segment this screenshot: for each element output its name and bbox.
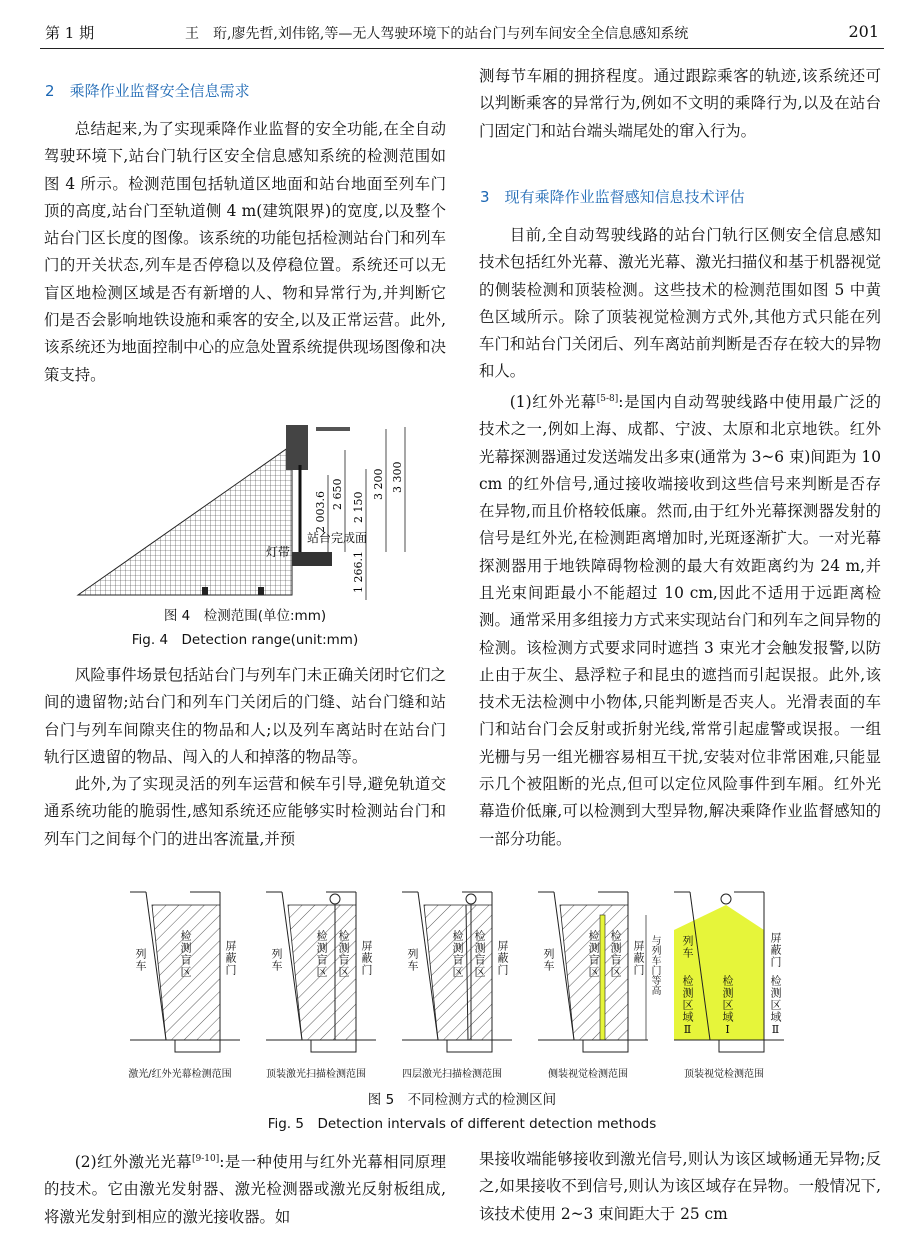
running-title: 王 珩,廖先哲,刘伟铭,等—无人驾驶环境下的站台门与列车间安全全信息感知系统 (185, 26, 689, 42)
figure-5-panel (538, 890, 663, 1080)
label-blind-zone: 检测盲区 (179, 930, 192, 978)
paragraph: 此外,为了实现灵活的列车运营和候车引导,避免轨道交通系统功能的脆弱性,感知系统还应能够实时检测站台门和列车门之间每个门的进出客流量,并预 (44, 775, 446, 848)
label-blind-zone: 检测盲区 (587, 930, 600, 978)
bottom-right-column (479, 1146, 881, 1228)
detection-area (78, 445, 292, 595)
figure-4-caption-en: Fig. 4 Detection range(unit:mm) (131, 632, 359, 648)
label-train: 列车 (270, 948, 283, 972)
label-train: 列车 (406, 948, 419, 972)
scanner-icon (466, 894, 476, 904)
label-screen-door: 屏蔽门 (632, 940, 645, 976)
label-screen-door: 屏蔽门 (496, 940, 509, 976)
label-detection-zone-2: 检测区域Ⅱ (681, 975, 694, 1037)
label-blind-zone: 检测盲区 (315, 930, 328, 978)
detection-area (600, 915, 605, 1040)
dimension: 2 150 (352, 491, 365, 523)
figure-5-diagram (120, 890, 810, 1082)
paragraph: 测每节车厢的拥挤程度。通过跟踪乘客的轨迹,该系统还可以判断乘客的异常行为,例如不文明的乘降行为,以及在站台门固定门和站台端头端尾处的窜入行为。 (479, 67, 881, 140)
panel-caption: 侧装视觉检测范围 (548, 1069, 628, 1080)
section-2-heading: 2 乘降作业监督安全信息需求 (45, 82, 250, 100)
section-3-heading: 3 现有乘降作业监督感知信息技术评估 (480, 188, 745, 206)
platform (292, 552, 332, 566)
door-mechanism (286, 425, 308, 470)
label-detection-zone-2: 检测区域Ⅱ (769, 975, 782, 1037)
figure-5-panel (130, 890, 255, 1080)
label-screen-door: 屏蔽门 (769, 932, 782, 968)
label-blind-zone: 检测盲区 (451, 930, 464, 978)
label-blind-zone: 检测盲区 (473, 930, 486, 978)
light-strip-label: 灯带 (266, 545, 291, 559)
left-column-top (44, 116, 446, 389)
figure-5-caption-en: Fig. 5 Detection intervals of different detection methods (267, 1116, 657, 1132)
issue-number: 第 1 期 (45, 24, 95, 42)
panel-caption: 顶装视觉检测范围 (684, 1069, 764, 1080)
paragraph: (2)红外激光光幕[9-10]:是一种使用与红外光幕相同原理的技术。它由激光发射器、激光检测器或激光反射板组成,将激光发射到相应的激光接收器。如 (44, 1153, 446, 1226)
paragraph: (1)红外光幕[5-8]:是国内自动驾驶线路中使用最广泛的技术之一,例如上海、成都、宁波、太原和北京地铁。红外光幕探测器通过发送端发出多束(通常为 3~6 束)间距为 10 cm 的红外信号,通过接收端接收到这些信号来判断是否存在异物,而且价格较低廉。然而,由于红外光幕探测器发射的信号是红外光,在检测距离增加时,光斑逐渐扩大。一对光幕探测器用于地铁障碍物检测的最大有效距离约为 24 m,并且光束间距最小不能超过 10 cm,因此不适用于远距离检测。通常采用多组接力方式来实现站台门和列车之间异物的检测。该检测方式要求同时遮挡 3 束光才会触发报警,以防止由于灰尘、悬浮粒子和昆虫的遮挡而引起误报。此外,该技术无法检测中小物体,只能判断是否夹人。光滑表面的车门和站台门会反射或折射光线,常常引起虚警或误报。一组光栅与另一组光栅容易相互干扰,安装对位非常困难,只能显示几个被阻断的光点,但可以定位风险事件到车厢。红外光幕造价低廉,可以检测到大型异物,解决乘降作业监督感知的一部分功能。 (479, 392, 881, 848)
label-train: 列车 (542, 948, 555, 972)
page-number: 201 (848, 22, 879, 41)
label-train: 列车 (134, 948, 147, 972)
label-screen-door: 屏蔽门 (224, 940, 237, 976)
platform-surface-label: 站台完成面 (307, 531, 368, 545)
label-blind-zone: 检测盲区 (609, 930, 622, 978)
right-column-top (479, 63, 881, 145)
panel-caption: 顶装激光扫描检测范围 (266, 1069, 366, 1080)
left-column-bottom (44, 662, 446, 853)
dimension: 2 650 (331, 478, 344, 510)
panel-caption: 激光/红外光幕检测范围 (128, 1069, 232, 1080)
figure-5-panel (402, 890, 527, 1080)
figure-5-panel (266, 890, 391, 1080)
label-train: 列车 (681, 935, 694, 959)
dimension: 3 300 (391, 461, 404, 493)
paragraph: 风险事件场景包括站台门与列车门未正确关闭时它们之间的遗留物;站台门和列车门关闭后的门缝、站台门缝和站台门与列车间隙夹住的物品和人;以及列车离站时在站台门轨行区遗留的物品、闯入的人和掉落的物品等。 (44, 666, 446, 766)
figure-5-panel (674, 890, 799, 1080)
figure-4-diagram (70, 415, 410, 600)
dimension: 3 200 (372, 468, 385, 500)
camera-icon (721, 894, 731, 904)
label-door-height: 与列车门等高 (649, 935, 660, 995)
dimension: 1 266.1 (352, 551, 365, 593)
label-blind-zone: 检测盲区 (337, 930, 350, 978)
dimension: 2 003.6 (314, 491, 327, 533)
bottom-left-column (44, 1146, 446, 1231)
paragraph: 总结起来,为了实现乘降作业监督的安全功能,在全自动驾驶环境下,站台门轨行区安全信息感知系统的检测范围如图 4 所示。检测范围包括轨道区地面和站台地面至列车门顶的高度,站台门至轨道侧 4 m(建筑限界)的宽度,以及整个站台门区长度的图像。该系统的功能包括检测站台门和列车门的开关状态,列车是否停稳以及停稳位置。系统还可以无盲区地检测区域是否有新增的人、物和异常行为,并判断它们是否会影响地铁设施和乘客的安全,以及正常运营。此外,该系统还为地面控制中心的应急处置系统提供现场图像和决策支持。 (44, 120, 446, 384)
header-rule (40, 48, 884, 49)
label-screen-door: 屏蔽门 (360, 940, 373, 976)
paragraph: 果接收端能够接收到激光信号,则认为该区域畅通无异物;反之,如果接收不到信号,则认为该区域存在异物。一般情况下,该技术使用 2~3 束间距大于 25 cm (479, 1150, 881, 1223)
figure-5-caption-cn: 图 5 不同检测方式的检测区间 (367, 1092, 557, 1108)
panel-caption: 四层激光扫描检测范围 (402, 1069, 502, 1080)
figure-4-captions (44, 604, 446, 654)
paragraph: 目前,全自动驾驶线路的站台门轨行区侧安全信息感知技术包括红外光幕、激光光幕、激光扫描仪和基于机器视觉的侧装检测和顶装检测。这些技术的检测范围如图 5 中黄色区域所示。除了顶装视觉检测方式外,其他方式只能在列车门和站台门关闭后、列车离站前判断是否存在较大的异物和人。 (479, 226, 881, 381)
scanner-icon (330, 894, 340, 904)
right-column-body (479, 222, 881, 853)
figure-4-caption-cn: 图 4 检测范围(单位:mm) (163, 608, 327, 624)
label-detection-zone-1: 检测区域Ⅰ (721, 975, 734, 1037)
